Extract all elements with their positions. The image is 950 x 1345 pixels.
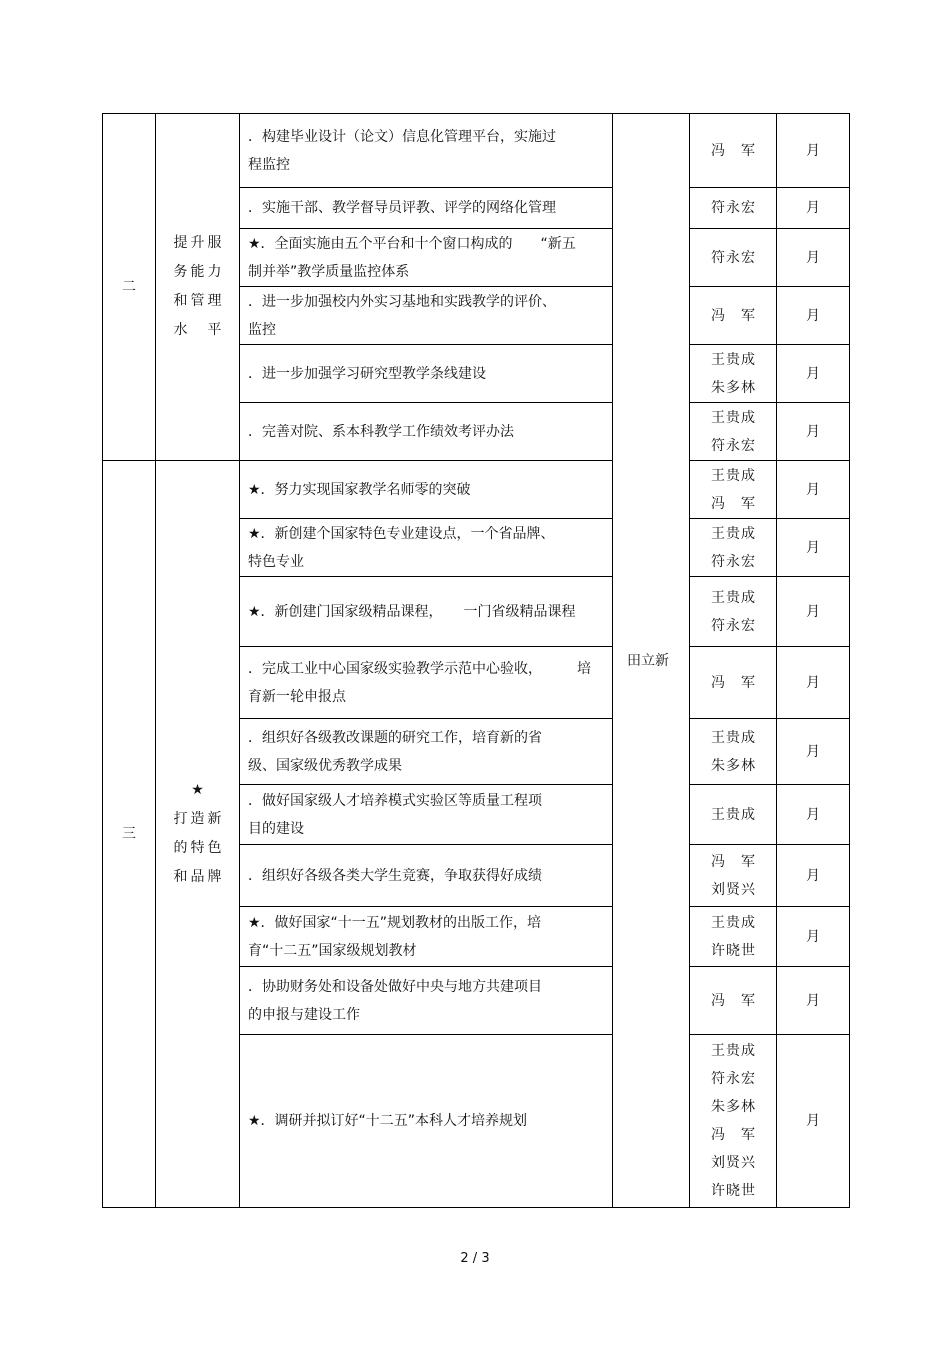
page-number: 2 / 3 — [460, 1251, 490, 1266]
month-cell: 月 — [777, 1035, 850, 1208]
task-line: ★．新创建个国家特色专业建设点，一个省品牌、 — [248, 525, 555, 542]
task-line: ．组织好各级各类大学生竞赛，争取获得好成绩 — [248, 867, 542, 884]
month-cell: 月 — [777, 719, 850, 785]
task-cell — [240, 461, 613, 519]
owner-name: 朱多林 — [711, 1099, 755, 1115]
task-cell — [240, 519, 613, 577]
owner-name: 王贵成 — [711, 525, 755, 542]
owner-cell — [690, 907, 777, 967]
owner-cell — [690, 647, 777, 719]
month-cell: 月 — [777, 519, 850, 577]
owner-name: 冯 军 — [711, 142, 755, 159]
owner-name: 冯 军 — [711, 495, 755, 512]
month-cell: 月 — [777, 577, 850, 647]
owner-name: 王贵成 — [711, 914, 755, 931]
owner-name: 王贵成 — [711, 351, 755, 368]
task-cell — [240, 967, 613, 1035]
owner-name: 冯 军 — [711, 1127, 755, 1143]
task-line: 监控 — [248, 321, 276, 338]
owner-cell — [690, 1035, 777, 1208]
owner-name: 许晓世 — [711, 942, 755, 959]
category-line: 的特色 — [173, 840, 222, 856]
month-cell: 月 — [777, 229, 850, 287]
owner-cell — [690, 577, 777, 647]
section-category — [156, 461, 240, 1208]
month-cell: 月 — [777, 403, 850, 461]
owner-name: 王贵成 — [711, 806, 755, 823]
owner-cell — [690, 845, 777, 907]
task-line: ．进一步加强学习研究型教学条线建设 — [248, 365, 486, 382]
owner-cell — [690, 403, 777, 461]
category-line: 提升服 — [173, 235, 222, 251]
category-star-icon: ★ — [191, 782, 204, 798]
month-cell: 月 — [777, 845, 850, 907]
work-plan-table — [102, 113, 850, 1208]
owner-name: 朱多林 — [711, 757, 755, 774]
category-line: 和品牌 — [173, 869, 222, 885]
task-cell — [240, 845, 613, 907]
owner-cell — [690, 967, 777, 1035]
owner-name: 冯 军 — [711, 674, 755, 691]
owner-cell — [690, 785, 777, 845]
task-cell — [240, 719, 613, 785]
task-line: ．完善对院、系本科教学工作绩效考评办法 — [248, 423, 514, 440]
section-number: 三 — [103, 461, 156, 1208]
month-cell: 月 — [777, 461, 850, 519]
owner-cell — [690, 114, 777, 188]
task-line: ．做好国家级人才培养模式实验区等质量工程项 — [248, 792, 542, 809]
owner-cell — [690, 519, 777, 577]
owner-name: 符永宏 — [711, 617, 755, 634]
task-line: ★．努力实现国家教学名师零的突破 — [248, 481, 471, 498]
owner-name: 符永宏 — [711, 200, 755, 216]
task-line: 育“十二五”国家级规划教材 — [248, 942, 417, 959]
task-line: 制并举”教学质量监控体系 — [248, 263, 410, 280]
work-plan-body — [103, 114, 850, 1208]
task-line: ★．全面实施由五个平台和十个窗口构成的 “新五 — [248, 235, 576, 252]
owner-name: 符永宏 — [711, 249, 755, 266]
month-cell: 月 — [777, 188, 850, 229]
owner-name: 王贵成 — [711, 589, 755, 606]
month-cell: 月 — [777, 907, 850, 967]
owner-name: 王贵成 — [711, 409, 755, 426]
owner-name: 刘贤兴 — [711, 1155, 755, 1171]
task-cell — [240, 229, 613, 287]
category-line: 水 平 — [173, 322, 222, 338]
lead-person — [613, 114, 690, 1208]
task-line: ．组织好各级教改课题的研究工作，培育新的省 — [248, 729, 542, 746]
task-cell — [240, 907, 613, 967]
task-cell — [240, 1035, 613, 1208]
owner-name: 刘贤兴 — [711, 881, 755, 898]
owner-cell — [690, 345, 777, 403]
lead-person-name: 田立新 — [627, 652, 669, 669]
task-cell — [240, 647, 613, 719]
task-line: ．完成工业中心国家级实验教学示范中心验收， 培 — [248, 660, 591, 677]
category-line: 务能力 — [173, 264, 222, 280]
owner-name: 王贵成 — [711, 467, 755, 484]
task-line: 程监控 — [248, 156, 290, 173]
category-line: 打造新 — [173, 811, 222, 827]
task-line: 的申报与建设工作 — [248, 1006, 360, 1023]
month-cell: 月 — [777, 647, 850, 719]
task-line: ★．做好国家“十一五”规划教材的出版工作，培 — [248, 914, 542, 931]
owner-name: 符永宏 — [711, 437, 755, 454]
owner-name: 符永宏 — [711, 1071, 755, 1087]
owner-name: 朱多林 — [711, 379, 755, 396]
task-line: ．构建毕业设计（论文）信息化管理平台，实施过 — [248, 128, 556, 145]
owner-name: 符永宏 — [711, 553, 755, 570]
task-cell — [240, 785, 613, 845]
owner-name: 许晓世 — [711, 1183, 755, 1199]
task-line: 级、国家级优秀教学成果 — [248, 757, 402, 774]
task-line: 特色专业 — [248, 553, 304, 570]
month-cell: 月 — [777, 114, 850, 188]
owner-name: 王贵成 — [711, 1043, 755, 1059]
section-number: 二 — [103, 114, 156, 461]
task-cell — [240, 287, 613, 345]
owner-name: 冯 军 — [711, 307, 755, 324]
owner-cell — [690, 719, 777, 785]
owner-cell — [690, 287, 777, 345]
task-line: 目的建设 — [248, 820, 304, 837]
task-cell — [240, 577, 613, 647]
task-line: ．实施干部、教学督导员评教、评学的网络化管理 — [248, 200, 556, 216]
month-cell: 月 — [777, 785, 850, 845]
owner-name: 冯 军 — [711, 992, 755, 1009]
task-line: ★．调研并拟订好“十二五”本科人才培养规划 — [248, 1113, 528, 1129]
month-cell: 月 — [777, 345, 850, 403]
task-cell — [240, 114, 613, 188]
owner-cell — [690, 188, 777, 229]
task-line: ．进一步加强校内外实习基地和实践教学的评价、 — [248, 293, 556, 310]
task-line: 育新一轮申报点 — [248, 688, 346, 705]
table-row — [103, 461, 850, 519]
task-line: ★．新创建门国家级精品课程， 一门省级精品课程 — [248, 603, 576, 620]
section-category — [156, 114, 240, 461]
month-cell: 月 — [777, 967, 850, 1035]
owner-cell — [690, 229, 777, 287]
table-row — [103, 114, 850, 188]
task-cell — [240, 188, 613, 229]
task-cell — [240, 403, 613, 461]
task-line: ．协助财务处和设备处做好中央与地方共建项目 — [248, 978, 542, 995]
category-line: 和管理 — [173, 293, 222, 309]
owner-name: 王贵成 — [711, 729, 755, 746]
task-cell — [240, 345, 613, 403]
month-cell: 月 — [777, 287, 850, 345]
owner-cell — [690, 461, 777, 519]
owner-name: 冯 军 — [711, 853, 755, 870]
